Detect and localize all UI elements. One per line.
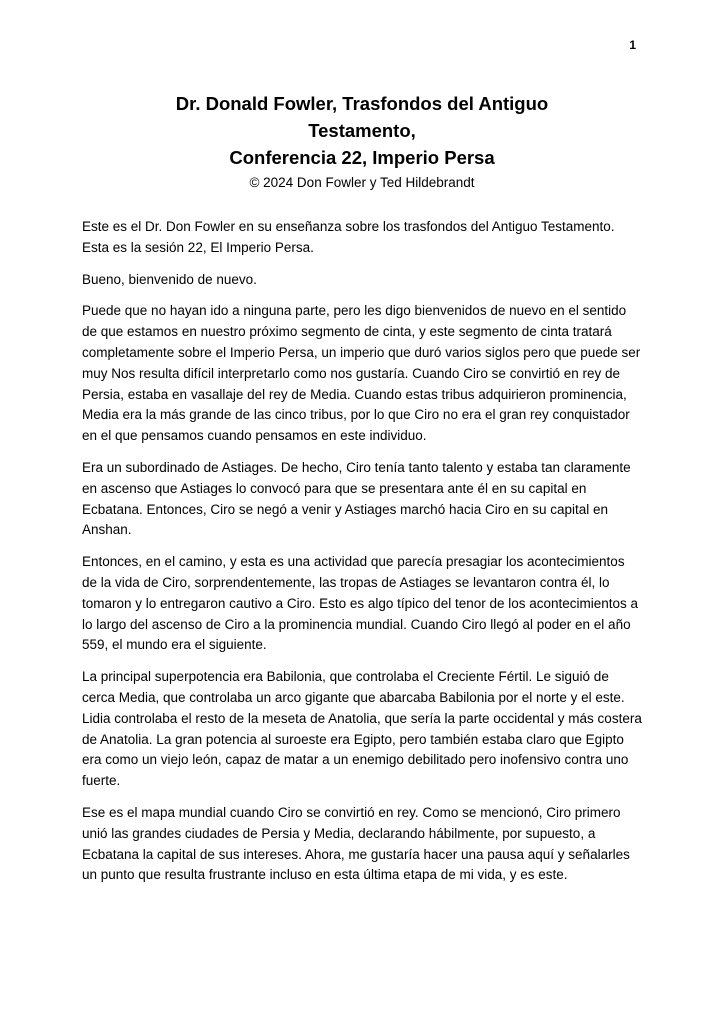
page-number: 1 [629,38,636,52]
copyright-line: © 2024 Don Fowler y Ted Hildebrandt [249,175,475,190]
document-title [82,90,642,171]
title-line-2: Testamento, [308,120,416,141]
paragraph-welcome: Bueno, bienvenido de nuevo. [82,271,257,287]
paragraph-astiages: Era un subordinado de Astiages. De hecho, Ciro tenía tanto talento y estaba tan claramente en ascenso que Astiages lo convocó para que se presentara ante él en su capital en Ecbatana. Entonces, Ciro se negó a venir y Astiages marchó hacia Ciro en su capital en Anshan. [82,459,631,538]
paragraph-superpowers: La principal superpotencia era Babilonia, que controlaba el Creciente Fértil. Le siguió de cerca Media, que controlaba un arco gigante que abarcaba Babilonia por el norte y el este. Lidia controlaba el resto de la meseta de Anatolia, que sería la parte occidental y más costera de Anatolia. La gran potencia al suroeste era Egipto, pero también estaba claro que Egipto era como un viejo león, capaz de matar a un enemigo debilitado pero inofensivo contra uno fuerte. [82,669,642,789]
paragraph-persian-empire-intro: Puede que no hayan ido a ninguna parte, pero les digo bienvenidos de nuevo en el sentido de que estamos en nuestro próximo segmento de cinta, y este segmento de cinta tratará completamente sobre el Imperio Persa, un imperio que duró varios siglos pero que puede ser muy Nos resulta difícil interpretarlo como nos gustaría. Cuando Ciro se convirtió en rey de Persia, estaba en vasallaje del rey de Media. Cuando estas tribus adquirieron prominencia, Media era la más grande de las cinco tribus, por lo que Ciro no era el gran rey conquistador en el que pensamos cuando pensamos en este individuo. [82,303,641,444]
title-line-1: Dr. Donald Fowler, Trasfondos del Antiguo [175,93,549,114]
paragraph-cyrus-rise: Entonces, en el camino, y esta es una actividad que parecía presagiar los acontecimientos de la vida de Ciro, sorprendentemente, las tropas de Astiages se levantaron contra él, lo tomaron y lo entregaron cautivo a Ciro. Esto es algo típico del tenor de los acontecimientos a lo largo del ascenso de Ciro a la prominencia mundial. Cuando Ciro llegó al poder en el año 559, el mundo era el siguiente. [82,554,639,653]
paragraph-world-map: Ese es el mapa mundial cuando Ciro se convirtió en rey. Como se mencionó, Ciro primero unió las grandes ciudades de Persia y Media, declarando hábilmente, por supuesto, a Ecbatana la capital de sus intereses. Ahora, me gustaría hacer una pausa aquí y señalarles un punto que resulta frustrante incluso en esta última etapa de mi vida, y es este. [82,804,630,883]
title-line-3: Conferencia 22, Imperio Persa [229,147,495,168]
paragraph-intro: Este es el Dr. Don Fowler en su enseñanza sobre los trasfondos del Antiguo Testamento. Esta es la sesión 22, El Imperio Persa. [82,219,615,255]
document-body [82,217,642,886]
